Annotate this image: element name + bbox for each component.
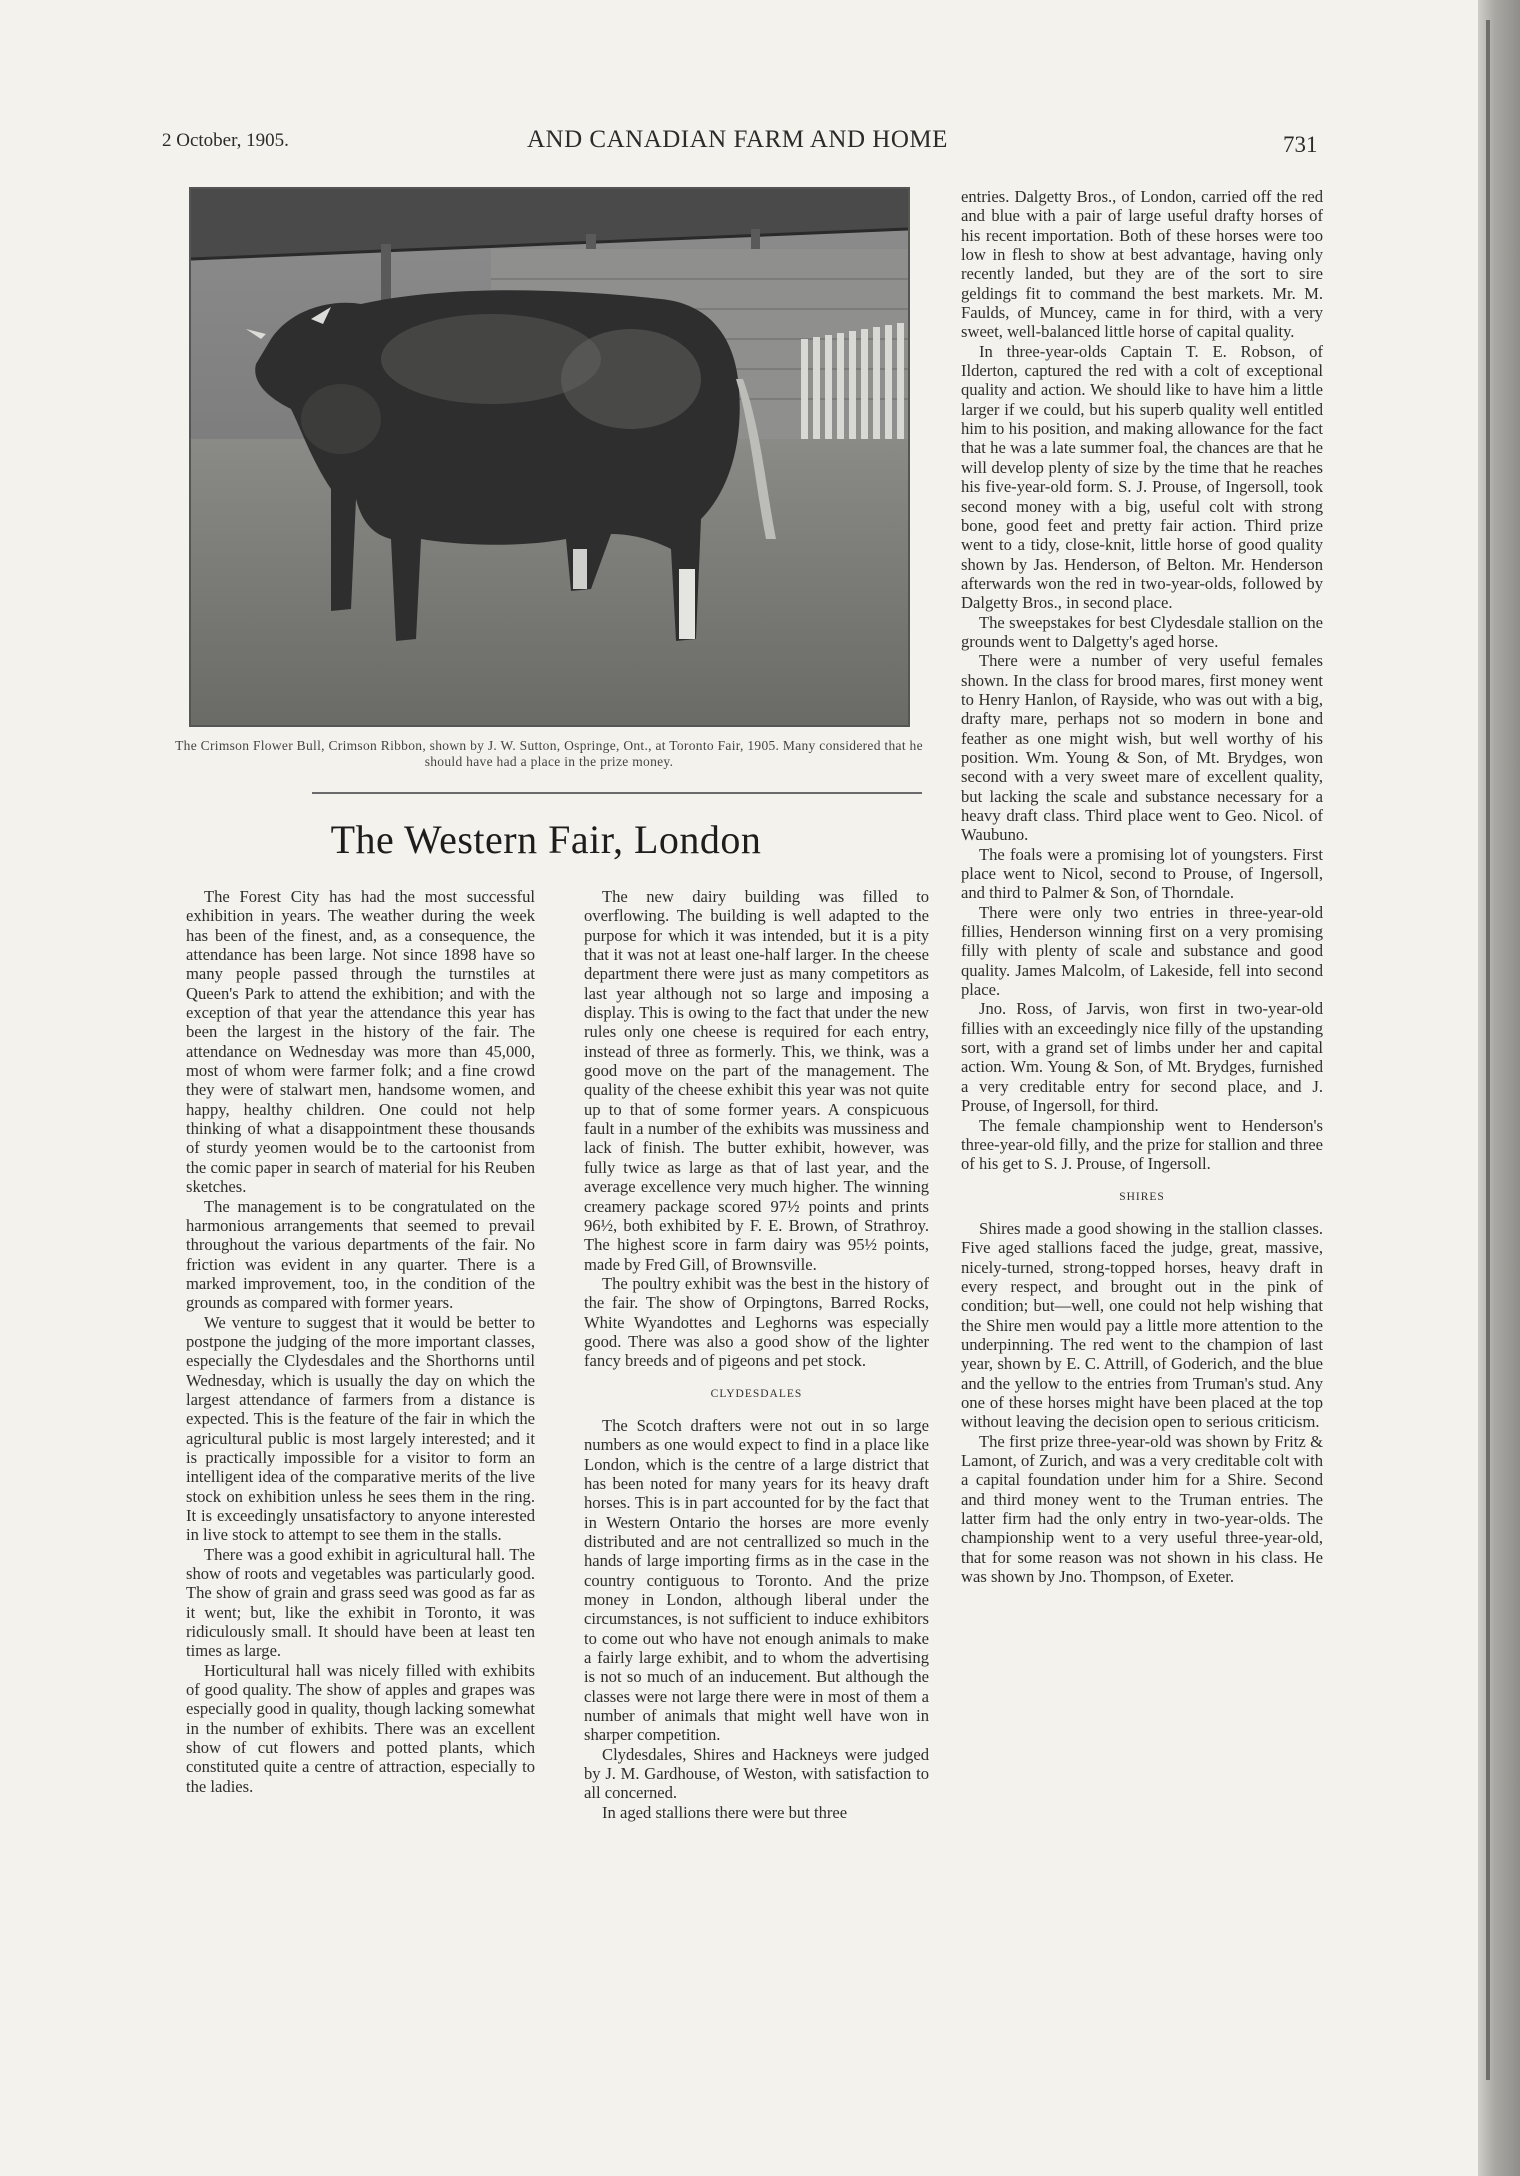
- paragraph: The first prize three-year-old was shown by Fritz & Lamont, of Zurich, and was a very creditable colt with a capital foundation under him for a Shire. Second and third money went to the Truman entries. The latter firm had the only entry in two-year-olds. The championship went to a very useful three-year-old, that for some reason was not shown in his class. He was shown by Jno. Thompson, of Exeter.: [961, 1431, 1323, 1587]
- paragraph: The female championship went to Henderson's three-year-old filly, and the prize for stallion and three of his get to S. J. Prouse, of Ingersoll.: [961, 1115, 1323, 1174]
- page-header: [0, 126, 1492, 166]
- paragraph: The management is to be congratulated on the harmonious arrangements that seemed to prevail throughout the various departments of the fair. No friction was evident in any quarter. There is a marked improvement, too, in the condition of the grounds as compared with former years.: [186, 1196, 535, 1313]
- paragraph: The poultry exhibit was the best in the history of the fair. The show of Orpingtons, Barred Rocks, White Wyandottes and Leghorns was especially good. There was also a good show of the lighter fancy breeds and of pigeons and pet stock.: [584, 1273, 929, 1371]
- divider-rule: [312, 792, 922, 794]
- column-1: [186, 887, 535, 1796]
- paragraph: Horticultural hall was nicely filled with exhibits of good quality. The show of apples and grapes was especially good in quality, though lacking somewhat in the number of exhibits. There was an excellent show of cut flowers and potted plants, which constituted quite a centre of attraction, especially to the ladies.: [186, 1660, 535, 1796]
- issue-date: 2 October, 1905.: [162, 130, 289, 151]
- page-number: 731: [1283, 132, 1318, 157]
- photo-caption: The Crimson Flower Bull, Crimson Ribbon, shown by J. W. Sutton, Ospringe, Ont., at Toronto Fair, 1905. Many considered that he should have had a place in the prize money.: [175, 738, 923, 769]
- column-3: [961, 187, 1323, 1586]
- section-heading-shires: SHIRES: [1119, 1190, 1165, 1203]
- paragraph: The sweepstakes for best Clydesdale stallion on the grounds went to Dalgetty's aged horse.: [961, 612, 1323, 651]
- page-edge: [1478, 0, 1520, 2176]
- paragraph: There were only two entries in three-year-old fillies, Henderson winning first on a very promising filly with plenty of scale and substance and good quality. James Malcolm, of Lakeside, fell into second place.: [961, 902, 1323, 1000]
- paragraph: In aged stallions there were but three: [602, 1802, 848, 1822]
- paragraph: Clydesdales, Shires and Hackneys were judged by J. M. Gardhouse, of Weston, with satisfaction to all concerned.: [584, 1744, 929, 1803]
- paragraph: The Scotch drafters were not out in so large numbers as one would expect to find in a place like London, which is the centre of a large district that has been noted for many years for its heavy draft horses. This is in part accounted for by the fact that in Western Ontario the horses are more evenly distributed and are not centrallized so much in the hands of large importing firms as in the case in the country contiguous to Toronto. And the prize money in London, although liberal under the circumstances, is not sufficient to induce exhibitors to come out who have not enough animals to make a fairly large exhibit, and to whom the advertising is not so much of an inducement. But although the classes were not large there were in most of them a number of animals that might well have won in sharper competition.: [584, 1415, 929, 1745]
- section-heading-clydesdales: CLYDESDALES: [710, 1387, 803, 1400]
- paragraph: Jno. Ross, of Jarvis, won first in two-year-old fillies with an exceedingly nice filly of the upstanding sort, with a grand set of limbs under her and capital action. Wm. Young & Son, of Mt. Brydges, furnished a very creditable entry for second place, and J. Prouse, of Ingersoll, for third.: [961, 999, 1323, 1116]
- paragraph: The new dairy building was filled to overflowing. The building is well adapted to the purpose for which it was intended, but it is a pity that it was not at least one-half larger. In the cheese department there were just as many competitors as last year although not so large and imposing a display. This is owing to the fact that under the new rules only one cheese is required for each entry, instead of three as formerly. This, we think, was a good move on the part of the management. The quality of the cheese exhibit this year was not quite up to that of some former years. A conspicuous fault in a number of the exhibits was mussiness and lack of finish. The butter exhibit, however, was fully twice as large as that of last year, and the average excellence very much higher. The winning creamery package scored 97½ points and prints 96½, both exhibited by F. E. Brown, of Strathroy. The highest score in farm dairy was 95½ points, made by Fred Gill, of Brownsville.: [584, 887, 929, 1274]
- paragraph: Shires made a good showing in the stallion classes. Five aged stallions faced the judge, great, massive, nicely-turned, strong-topped horses, heavy draft in every respect, and brought out in the pink of condition; but—well, one could not help wishing that the Shire men would pay a little more attention to the underpinning. The red went to the champion of last year, shown by E. C. Attrill, of Goderich, and the blue and the yellow to the entries from Truman's stud. Any one of these horses might have been placed at the top without leaving the decision open to serious criticism.: [961, 1218, 1323, 1432]
- publication-title: AND CANADIAN FARM AND HOME: [527, 126, 948, 153]
- paragraph: There were a number of very useful females shown. In the class for brood mares, first money went to Henry Hanlon, of Rayside, who was out with a big, drafty mare, perhaps not so modern in bone and feather as one might wish, but well worthy of his position. Wm. Young & Son, of Mt. Brydges, won second with a very sweet mare of excellent quality, but lacking the scale and substance necessary for a heavy draft class. Third place went to Geo. Nicol. of Waubuno.: [961, 651, 1323, 845]
- paragraph: entries. Dalgetty Bros., of London, carried off the red and blue with a pair of large useful drafty horses of his recent importation. Both of these horses were too low in flesh to show at best advantage, having only recently landed, but they are of the sort to sire geldings fit to command the best markets. Mr. M. Faulds, of Muncey, came in for third, with a very sweet, well-balanced little horse of capital quality.: [961, 187, 1323, 342]
- paragraph: There was a good exhibit in agricultural hall. The show of roots and vegetables was particularly good. The show of grain and grass seed was good as far as it went; but, like the exhibit in Toronto, it was ridiculously small. It should have been at least ten times as large.: [186, 1544, 535, 1661]
- paragraph: We venture to suggest that it would be better to postpone the judging of the more important classes, especially the Clydesdales and the Shorthorns until Wednesday, which is usually the day on which the largest attendance of farmers from a distance is expected. This is the feature of the fair in which the agricultural public is most largely interested; and it is practically impossible for a visitor to form an intelligent idea of the comparative merits of the live stock on exhibition unless he sees them in the ring. It is exceedingly unsatisfactory to anyone interested in live stock to attempt to see them in the stalls.: [186, 1312, 535, 1545]
- paragraph: The Forest City has had the most successful exhibition in years. The weather during the week has been of the finest, and, as a consequence, the attendance has been large. Not since 1898 have so many people passed through the turnstiles at Queen's Park to attend the exhibition; and with the exception of that year the attendance this year has been the largest in the history of the fair. The attendance on Wednesday was more than 45,000, most of whom were farmer folk; and a fine crowd they were of stalwart men, handsome women, and happy, healthy children. One could not help thinking of what a disappointment these thousands of sturdy yeomen would be to the cartoonist from the comic paper in search of material for his Reuben sketches.: [186, 887, 535, 1197]
- paragraph: In three-year-olds Captain T. E. Robson, of Ilderton, captured the red with a colt of exceptional quality and action. We should like to have him a little larger if we could, but his superb quality well entitled him to his position, and making allowance for the fact that he was a late summer foal, the chances are that he will develop plenty of size by the time that he reaches his five-year-old form. S. J. Prouse, of Ingersoll, took second money with a big, useful colt with strong bone, good feet and pretty fair action. Third prize went to a tidy, close-knit, little horse of good quality shown by Jas. Henderson, of Belton. Mr. Henderson afterwards won the red in two-year-olds, followed by Dalgetty Bros., in second place.: [961, 341, 1323, 613]
- paragraph: The foals were a promising lot of youngsters. First place went to Nicol, second to Prouse, of Ingersoll, and third to Palmer & Son, of Thorndale.: [961, 844, 1323, 903]
- binding-line: [1486, 20, 1490, 2080]
- article-title: The Western Fair, London: [330, 817, 762, 862]
- bull-photograph: [189, 187, 910, 727]
- column-2: [584, 887, 929, 1822]
